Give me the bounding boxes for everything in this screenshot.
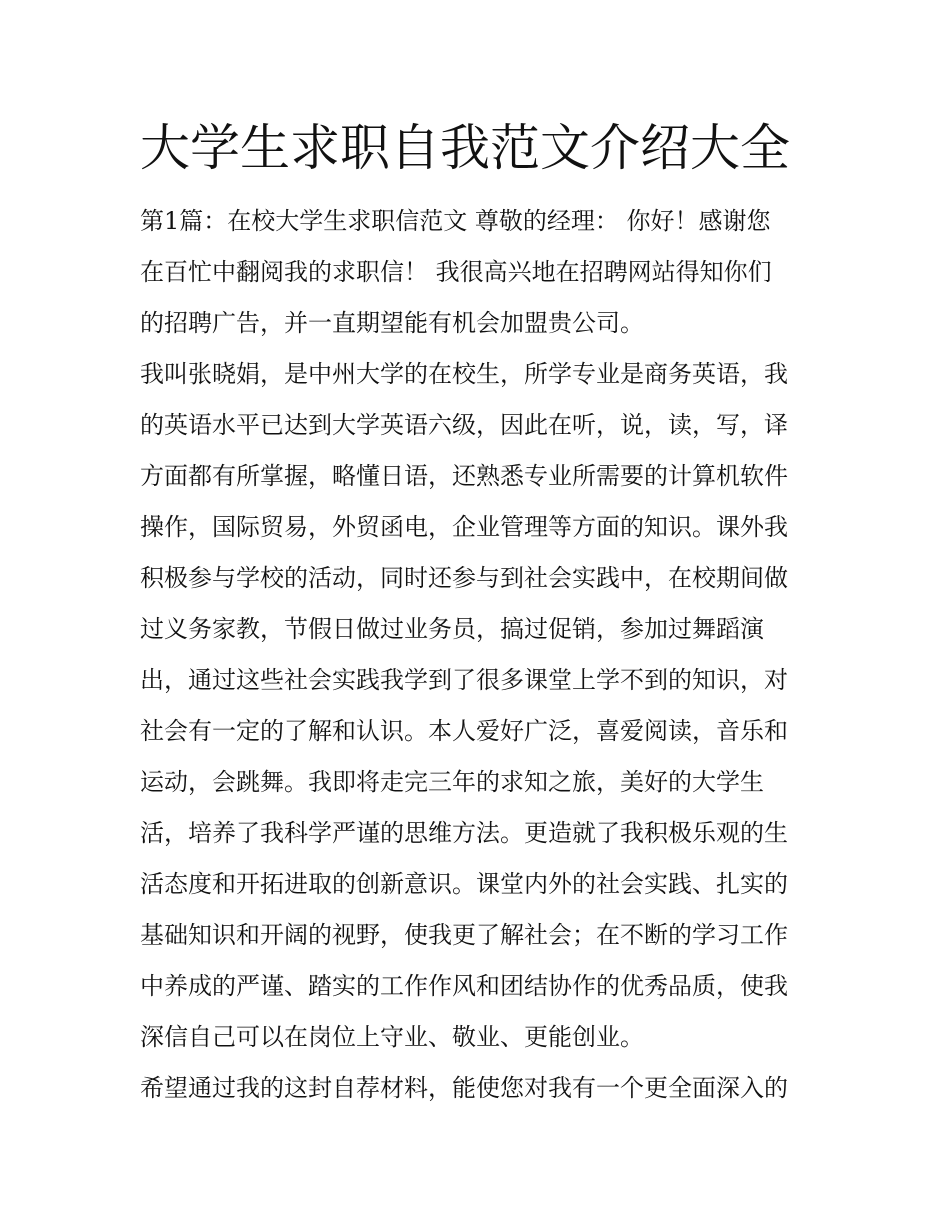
text-line: 过义务家教，节假日做过业务员，搞过促销，参加过舞蹈演 [140, 615, 764, 643]
text-line: 操作，国际贸易，外贸函电，企业管理等方面的知识。课外我 [140, 513, 788, 541]
text-line: 出，通过这些社会实践我学到了很多课堂上学不到的知识，对 [140, 666, 788, 694]
text-line: 中养成的严谨、踏实的工作作风和团结协作的优秀品质，使我 [140, 972, 788, 1000]
text-line: 我叫张晓娟，是中州大学的在校生，所学专业是商务英语，我 [140, 360, 788, 388]
paragraph-1 [140, 196, 820, 349]
paragraph-3 [140, 1063, 820, 1114]
text-line: 在百忙中翻阅我的求职信！ 我很高兴地在招聘网站得知你们 [140, 258, 772, 286]
text-line: 第1篇：在校大学生求职信范文 尊敬的经理： 你好！感谢您 [140, 207, 771, 235]
text-line: 的招聘广告，并一直期望能有机会加盟贵公司。 [140, 309, 644, 337]
text-line: 活态度和开拓进取的创新意识。课堂内外的社会实践、扎实的 [140, 870, 788, 898]
text-line: 基础知识和开阔的视野，使我更了解社会；在不断的学习工作 [140, 921, 788, 949]
document-body [140, 196, 820, 1114]
text-line: 运动，会跳舞。我即将走完三年的求知之旅，美好的大学生 [140, 768, 764, 796]
text-line: 深信自己可以在岗位上守业、敬业、更能创业。 [140, 1023, 644, 1051]
document-title: 大学生求职自我范文介绍大全 [140, 119, 790, 177]
text-line: 积极参与学校的活动，同时还参与到社会实践中，在校期间做 [140, 564, 788, 592]
text-line: 方面都有所掌握，略懂日语，还熟悉专业所需要的计算机软件 [140, 462, 788, 490]
text-line: 活，培养了我科学严谨的思维方法。更造就了我积极乐观的生 [140, 819, 788, 847]
paragraph-2 [140, 349, 820, 1063]
text-line: 希望通过我的这封自荐材料，能使您对我有一个更全面深入的 [140, 1074, 788, 1102]
text-line: 社会有一定的了解和认识。本人爱好广泛，喜爱阅读，音乐和 [140, 717, 788, 745]
text-line: 的英语水平已达到大学英语六级，因此在听，说，读，写，译 [140, 411, 788, 439]
